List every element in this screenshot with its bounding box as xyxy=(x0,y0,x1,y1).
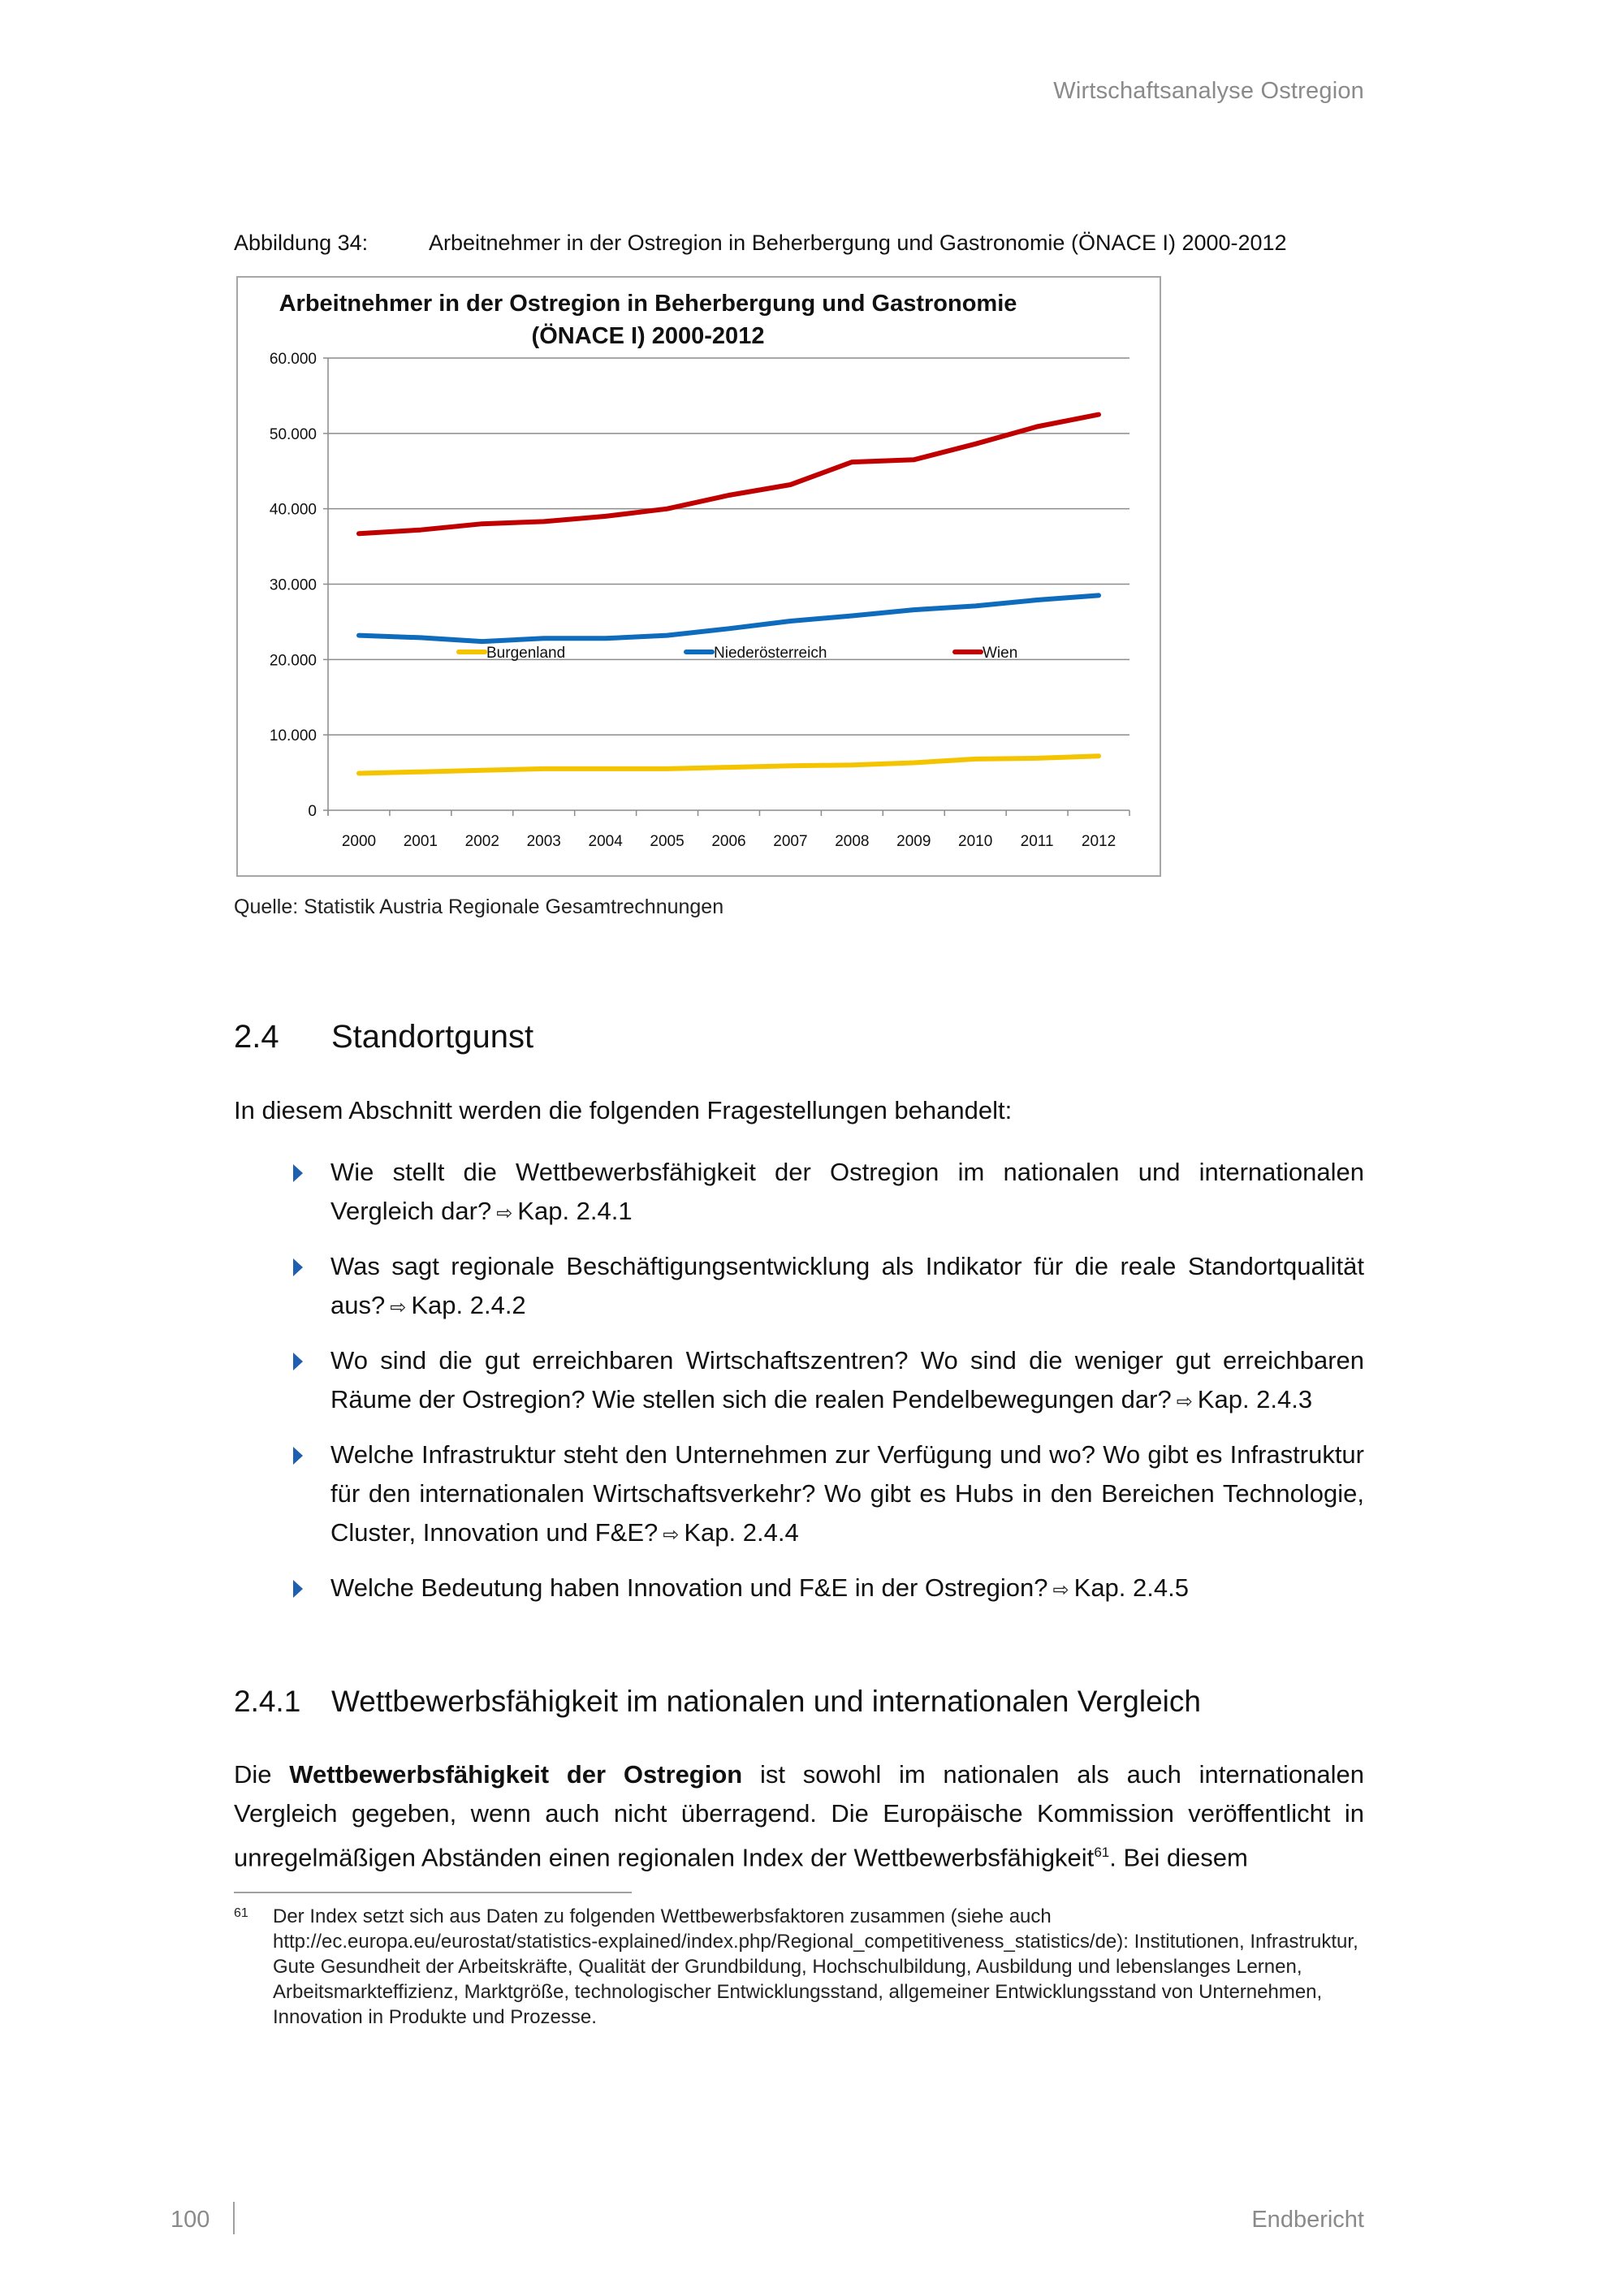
series-line-burgenland xyxy=(359,756,1099,773)
chapter-ref: Kap. 2.4.5 xyxy=(1073,1573,1189,1602)
legend-label: Burgenland xyxy=(486,645,566,662)
section-number: 2.4 xyxy=(234,1019,279,1055)
x-tick-label: 2011 xyxy=(1020,833,1054,850)
section-intro: In diesem Abschnitt werden die folgenden Fragestellungen behandelt: xyxy=(234,1096,1013,1124)
legend-label: Niederösterreich xyxy=(714,645,827,662)
x-tick-label: 2012 xyxy=(1081,833,1116,850)
arrow-right-icon: ⇨ xyxy=(1052,1578,1069,1601)
y-tick-label: 30.000 xyxy=(269,576,317,594)
series-line-niederösterreich xyxy=(359,595,1099,641)
bullet-triangle-icon xyxy=(293,1164,303,1182)
list-item: Welche Bedeutung haben Innovation und F&E in der Ostregion? ⇨ Kap. 2.4.5 xyxy=(288,1569,1364,1609)
chart-title-line-2: (ÖNACE I) 2000-2012 xyxy=(531,323,765,349)
list-item: Welche Infrastruktur steht den Unternehmen zur Verfügung und wo? Wo gibt es Infrastruktur für den internationalen Wirtschaftsverkehr? Wo gibt es Hubs in den Bereichen Technologie, Cluster, Innovation und F&E? ⇨ Kap. 2.4.4 xyxy=(288,1435,1364,1554)
x-tick-label: 2008 xyxy=(835,833,870,850)
arrow-right-icon: ⇨ xyxy=(390,1296,407,1318)
figure-caption-text: Arbeitnehmer in der Ostregion in Beherbergung und Gastronomie (ÖNACE I) 2000-2012 xyxy=(429,231,1287,255)
chart-plot-area xyxy=(238,278,1160,875)
x-tick-label: 2006 xyxy=(711,833,746,850)
figure-source: Quelle: Statistik Austria Regionale Gesamtrechnungen xyxy=(234,896,724,918)
x-tick-label: 2004 xyxy=(588,833,623,850)
y-tick-label: 50.000 xyxy=(269,425,317,443)
chapter-ref: Kap. 2.4.1 xyxy=(517,1197,633,1225)
question-list xyxy=(288,1153,1364,1624)
y-tick-label: 20.000 xyxy=(269,652,317,670)
figure-caption xyxy=(234,231,1287,256)
figure-label: Abbildung 34: xyxy=(234,231,369,255)
y-tick-label: 40.000 xyxy=(269,501,317,519)
subsection-title: Wettbewerbsfähigkeit im nationalen und internationalen Vergleich xyxy=(331,1685,1201,1718)
bullet-triangle-icon xyxy=(293,1447,303,1465)
page-number: 100 xyxy=(171,2207,210,2233)
x-tick-label: 2000 xyxy=(341,833,377,850)
section-heading xyxy=(234,1019,533,1055)
chapter-ref: Kap. 2.4.4 xyxy=(684,1518,799,1547)
list-item: Was sagt regionale Beschäftigungsentwicklung als Indikator für die reale Standortqualität aus? ⇨ Kap. 2.4.2 xyxy=(288,1247,1364,1327)
subsection-heading xyxy=(234,1685,1201,1719)
x-tick-label: 2010 xyxy=(958,833,993,850)
chapter-ref: Kap. 2.4.3 xyxy=(1197,1385,1313,1413)
list-item: Wo sind die gut erreichbaren Wirtschaftszentren? Wo sind die weniger gut erreichbaren Räume der Ostregion? Wie stellen sich die realen Pendelbewegungen dar? ⇨ Kap. 2.4.3 xyxy=(288,1341,1364,1421)
x-tick-label: 2003 xyxy=(526,833,561,850)
x-tick-label: 2001 xyxy=(403,833,438,850)
emphasis: Wettbewerbsfähigkeit der Ostregion xyxy=(289,1760,743,1789)
arrow-right-icon: ⇨ xyxy=(1176,1390,1193,1413)
footnote-text: Der Index setzt sich aus Daten zu folgenden Wettbewerbsfaktoren zusammen (siehe auch http://ec.europa.eu/eurostat/statistics-explained/index.php/Regional_competitiveness_statistics/de): Institutionen, Infrastruktur, Gute Gesundheit der Arbeitskräfte, Qualität der Grundbildung, Hochschulbildung, Ausbildung und lebenslanges Lernen, Arbeitsmarkteffizienz, Marktgröße, technologischer Entwicklungsstand, allgemeiner Entwicklungsstand von Unternehmen, Innovation in Produkte und Prozesse. xyxy=(273,1905,1358,2028)
line-chart xyxy=(236,276,1161,877)
footer-divider xyxy=(233,2202,235,2234)
footnote-divider xyxy=(234,1892,632,1893)
bullet-triangle-icon xyxy=(293,1353,303,1370)
arrow-right-icon: ⇨ xyxy=(496,1202,513,1224)
section-title: Standortgunst xyxy=(331,1019,534,1055)
bullet-triangle-icon xyxy=(293,1580,303,1598)
report-label: Endbericht xyxy=(1251,2207,1364,2233)
x-tick-label: 2009 xyxy=(896,833,931,850)
y-tick-label: 60.000 xyxy=(269,351,317,368)
y-tick-label: 10.000 xyxy=(269,727,317,745)
footnote-reference[interactable]: 61 xyxy=(1094,1845,1110,1860)
chart-title-line-1: Arbeitnehmer in der Ostregion in Beherbergung und Gastronomie xyxy=(279,291,1017,317)
subsection-number: 2.4.1 xyxy=(234,1685,301,1718)
x-tick-label: 2002 xyxy=(464,833,499,850)
bullet-triangle-icon xyxy=(293,1258,303,1276)
footnote-number: 61 xyxy=(234,1906,248,1920)
x-tick-label: 2007 xyxy=(773,833,808,850)
footnote xyxy=(234,1904,1364,2030)
x-tick-label: 2005 xyxy=(650,833,685,850)
arrow-right-icon: ⇨ xyxy=(663,1523,680,1546)
body-paragraph: Die Wettbewerbsfähigkeit der Ostregion ist sowohl im nationalen als auch internationalen Vergleich gegeben, wenn auch nicht überragend. Die Europäische Kommission veröffentlicht in unregelmäßigen Abständen einen regionalen Index der Wettbewerbsfähigkeit$^{61}$. Bei diesem xyxy=(234,1760,1364,1872)
legend-label: Wien xyxy=(983,645,1018,662)
list-item: Wie stellt die Wettbewerbsfähigkeit der Ostregion im nationalen und internationalen Vergleich dar? ⇨ Kap. 2.4.1 xyxy=(288,1153,1364,1232)
series-line-wien xyxy=(359,415,1099,534)
y-tick-label: 0 xyxy=(308,803,317,820)
running-header: Wirtschaftsanalyse Ostregion xyxy=(1053,78,1364,104)
chapter-ref: Kap. 2.4.2 xyxy=(411,1291,526,1319)
